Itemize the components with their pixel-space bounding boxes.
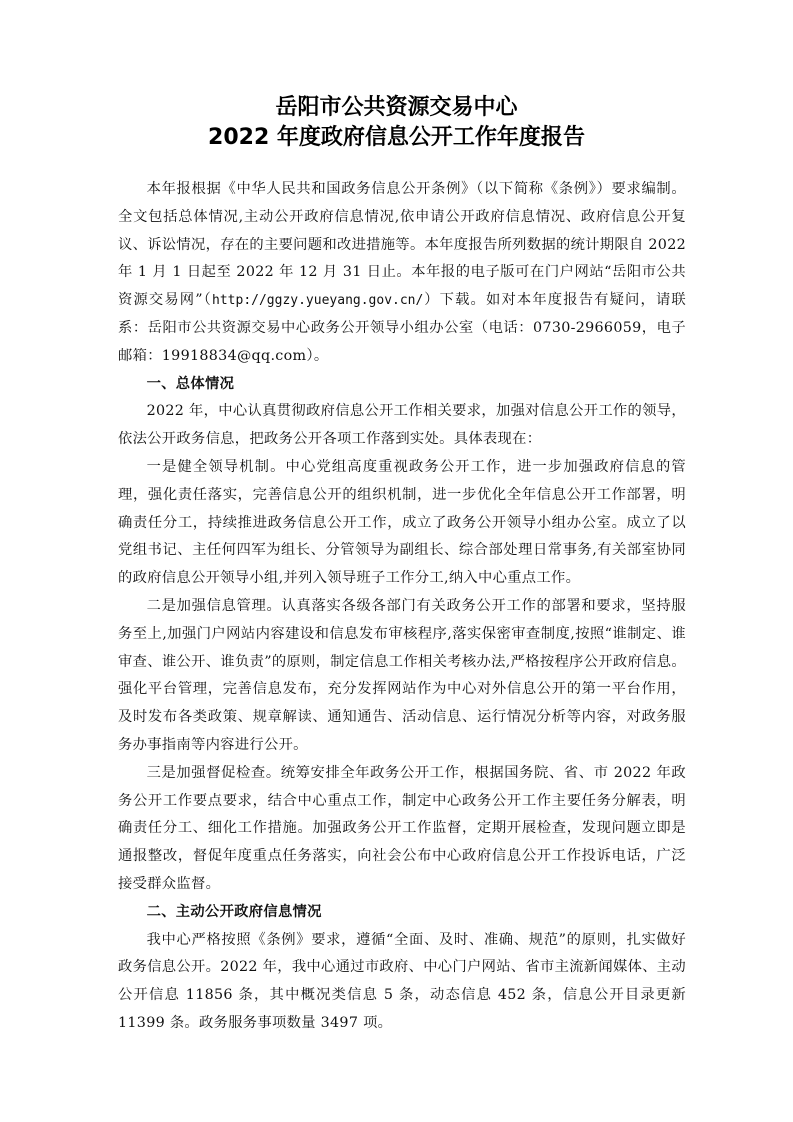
section2-paragraph-1: 我中心严格按照《条例》要求，遵循“全面、及时、准确、规范”的原则，扎实做好政务信息公开。2022 年，我中心通过市政府、中心门户网站、省市主流新闻媒体、主动公开信息 11856 条，其中概况类信息 5 条，动态信息 452 条，信息公开目录更新 11399 条。政务服务事项数量 3497 项。 bbox=[118, 931, 686, 1031]
section1-heading: 一、总体情况 bbox=[146, 375, 235, 392]
document-body bbox=[118, 176, 686, 1038]
intro-text-a: 本年报根据《中华人民共和国政务信息公开条例》（以下简称《条例》）要求编制。全文包括总体情况,主动公开政府信息情况,依申请公开政府信息情况、政府信息公开复议、诉讼情况，存在的主要问题和改进措施等。本年度报告所列数据的统计期限自 2022 年 1 月 1 日起至 2022 年 12 月 31 日止。本年报的电子版可在门户网站“岳阳市公共资源交易网”（ bbox=[118, 181, 686, 309]
section1-paragraph-2: 一是健全领导机制。中心党组高度重视政务公开工作，进一步加强政府信息的管理，强化责任落实，完善信息公开的组织机制，进一步优化全年信息公开工作部署，明确责任分工，持续推进政务信息公开工作，成立了政务公开领导小组办公室。成立了以党组书记、主任何四军为组长、分管领导为副组长、综合部处理日常事务,有关部室协同的政府信息公开领导小组,并列入领导班子工作分工,纳入中心重点工作。 bbox=[118, 458, 686, 587]
portal-url-link[interactable]: http://ggzy.yueyang.gov.cn/ bbox=[212, 293, 424, 309]
intro-paragraph bbox=[118, 176, 686, 371]
document-title-line2: 2022 年度政府信息公开工作年度报告 bbox=[208, 125, 585, 150]
section1-paragraph-1: 2022 年，中心认真贯彻政府信息公开工作相关要求，加强对信息公开工作的领导，依法公开政务信息，把政务公开各项工作落到实处。具体表现在： bbox=[118, 403, 686, 448]
section2-heading: 二、主动公开政府信息情况 bbox=[146, 903, 322, 920]
section1-paragraph-3: 二是加强信息管理。认真落实各级各部门有关政务公开工作的部署和要求，坚持服务至上,加强门户网站内容建设和信息发布审核程序,落实保密审查制度,按照“谁制定、谁审查、谁公开、谁负责”的原则，制定信息工作相关考核办法,严格按程序公开政府信息。强化平台管理，完善信息发布，充分发挥网站作为中心对外信息公开的第一平台作用，及时发布各类政策、规章解读、通知通告、活动信息、运行情况分析等内容，对政务服务办事指南等内容进行公开。 bbox=[118, 597, 686, 753]
document-title-line1: 岳阳市公共资源交易中心 bbox=[275, 95, 518, 120]
section1-paragraph-4: 三是加强督促检查。统筹安排全年政务公开工作，根据国务院、省、市 2022 年政务公开工作要点要求，结合中心重点工作，制定中心政务公开工作主要任务分解表，明确责任分工、细化工作措施。加强政务公开工作监督，定期开展检查，发现问题立即是通报整改，督促年度重点任务落实，向社会公布中心政府信息公开工作投诉电话，广泛接受群众监督。 bbox=[118, 764, 686, 892]
intro-text-b: ）下载。如对本年度报告有疑问，请联系：岳阳市公共资源交易中心政务公开领导小组办公室（电话：0730-2966059，电子邮箱：19918834@qq.com）。 bbox=[118, 292, 686, 364]
